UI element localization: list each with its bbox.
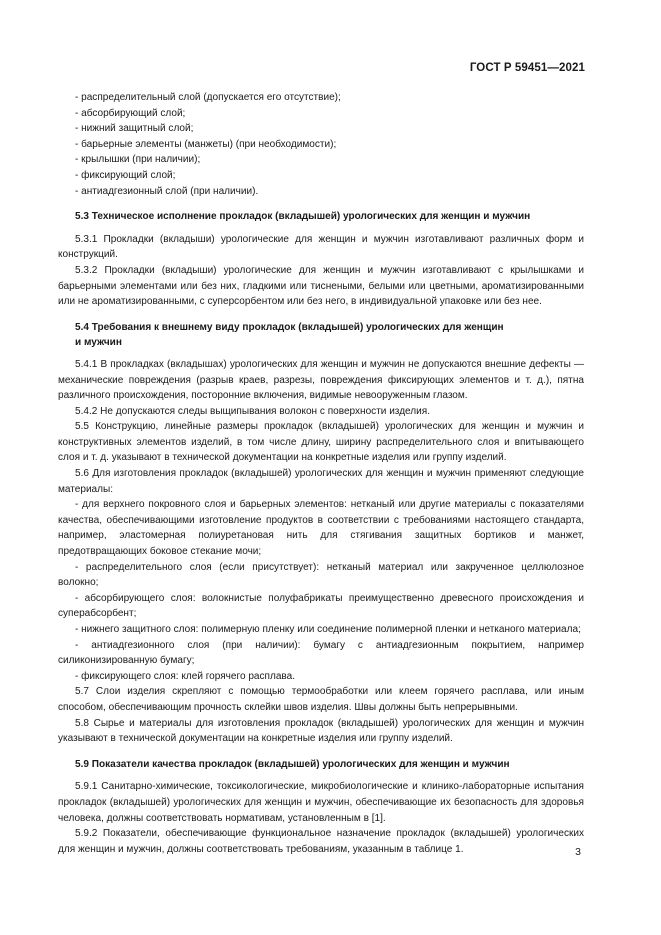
layers-list [58,90,584,199]
list-item: - барьерные элементы (манжеты) (при необходимости); [75,138,337,150]
list-item: - абсорбирующий слой; [75,107,186,119]
list-item: - распределительный слой (допускается его отсутствие); [75,92,341,103]
paragraph-5-9-2: 5.9.2 Показатели, обеспечивающие функциональное назначение прокладок (вкладышей) урологических для женщин и мужчин, должны соответствовать требованиям, указанным в таблице 1. [58,828,584,855]
paragraph-5-3-2: 5.3.2 Прокладки (вкладыши) урологические для женщин и мужчин изготавливают с крылышками и барьерными элементами или без них, гладкими или тиснеными, белыми или цветными, ароматизированными или не ароматизированными, с суперсорбентом или без него, в индивидуальной упаковке или без нее. [58,264,584,308]
paragraph-5-8: 5.8 Сырье и материалы для изготовления прокладок (вкладышей) урологических для женщин и мужчин указывают в технической документации на конкретные изделия или группу изделий. [58,717,584,745]
standard-number: ГОСТ Р 59451—2021 [469,62,585,74]
paragraph-5-4-2: 5.4.2 Не допускаются следы выщипывания волокон с поверхности изделия. [75,405,431,417]
material-item: - абсорбирующего слоя: волокнистые полуфабрикаты преимущественно древесного происхождения и суперабсорбент; [58,592,584,620]
paragraph-5-9-1: 5.9.1 Санитарно-химические, токсикологические, микробиологические и клинико-лабораторные испытания прокладок (вкладышей) урологических для женщин и мужчин, обеспечивающие их безопасность для здоровья человека, должны соответствовать нормативам, установленным в [1]. [58,781,584,824]
list-item: - крылышки (при наличии); [75,154,201,166]
paragraph-5-4-1: 5.4.1 В прокладках (вкладышах) урологических для женщин и мужчин не допускаются внешние дефекты — механические повреждения (разрыв краев, разрезы, повреждения фиксирующих элементов и т. д.), пятна различного происхождения, посторонние включения, видимые невооруженным глазом. [58,358,584,402]
material-item: - распределительного слоя (если присутствует): нетканый материал или закрученное целлюлозное волокно; [58,561,584,589]
section-heading-5-4 [58,320,584,351]
list-item: - нижний защитный слой; [75,123,194,135]
section-heading-5-4-line1: 5.4 Требования к внешнему виду прокладок (вкладышей) урологических для женщин [75,321,504,333]
paragraph-5-5: 5.5 Конструкцию, линейные размеры прокладок (вкладышей) урологических для женщин и мужчин и конструктивных элементов изделий, в том числе длину, ширину распределительного слоя и впитывающего слоя и т. д. указывают в технической документации на конкретные изделия или группу изделий. [58,421,584,464]
paragraph-5-6: 5.6 Для изготовления прокладок (вкладышей) урологических для женщин и мужчин применяют следующие материалы: [58,468,584,495]
section-heading-5-9: 5.9 Показатели качества прокладок (вкладышей) урологических для женщин и мужчин [75,758,510,770]
paragraph-5-3-1: 5.3.1 Прокладки (вкладыши) урологические для женщин и мужчин изготавливают различных форм и конструкций. [58,233,584,261]
section-heading-5-4-line2: и мужчин [75,337,122,349]
paragraph-5-7: 5.7 Слои изделия скрепляют с помощью термообработки или клеем горячего расплава, или иным способом, обеспечивающим прочность склейки швов изделия. Швы должны быть непрерывными. [58,686,584,713]
page-number: 3 [575,846,581,858]
material-item: - нижнего защитного слоя: полимерную пленку или соединение полимерной пленки и нетканого материала; [75,624,581,635]
section-heading-5-3: 5.3 Техническое исполнение прокладок (вкладышей) урологических для женщин и мужчин [75,211,531,223]
document-body [58,90,584,857]
list-item: - фиксирующий слой; [75,169,176,181]
material-item: - фиксирующего слоя: клей горячего расплава. [75,670,296,682]
list-item: - антиадгезионный слой (при наличии). [75,185,259,197]
material-item: - для верхнего покровного слоя и барьерных элементов: нетканый или другие материалы с показателями качества, обеспечивающими изготовление продуктов в соответствии с требованиями настоящего стандарта, например, эластомерная полиуретановая нить для стягивания защитных бортиков и манжет, предотвращающих боковое стекание мочи; [58,499,584,558]
material-item: - антиадгезионного слоя (при наличии): бумагу с антиадгезионным покрытием, например силиконизированную бумагу; [58,639,584,667]
